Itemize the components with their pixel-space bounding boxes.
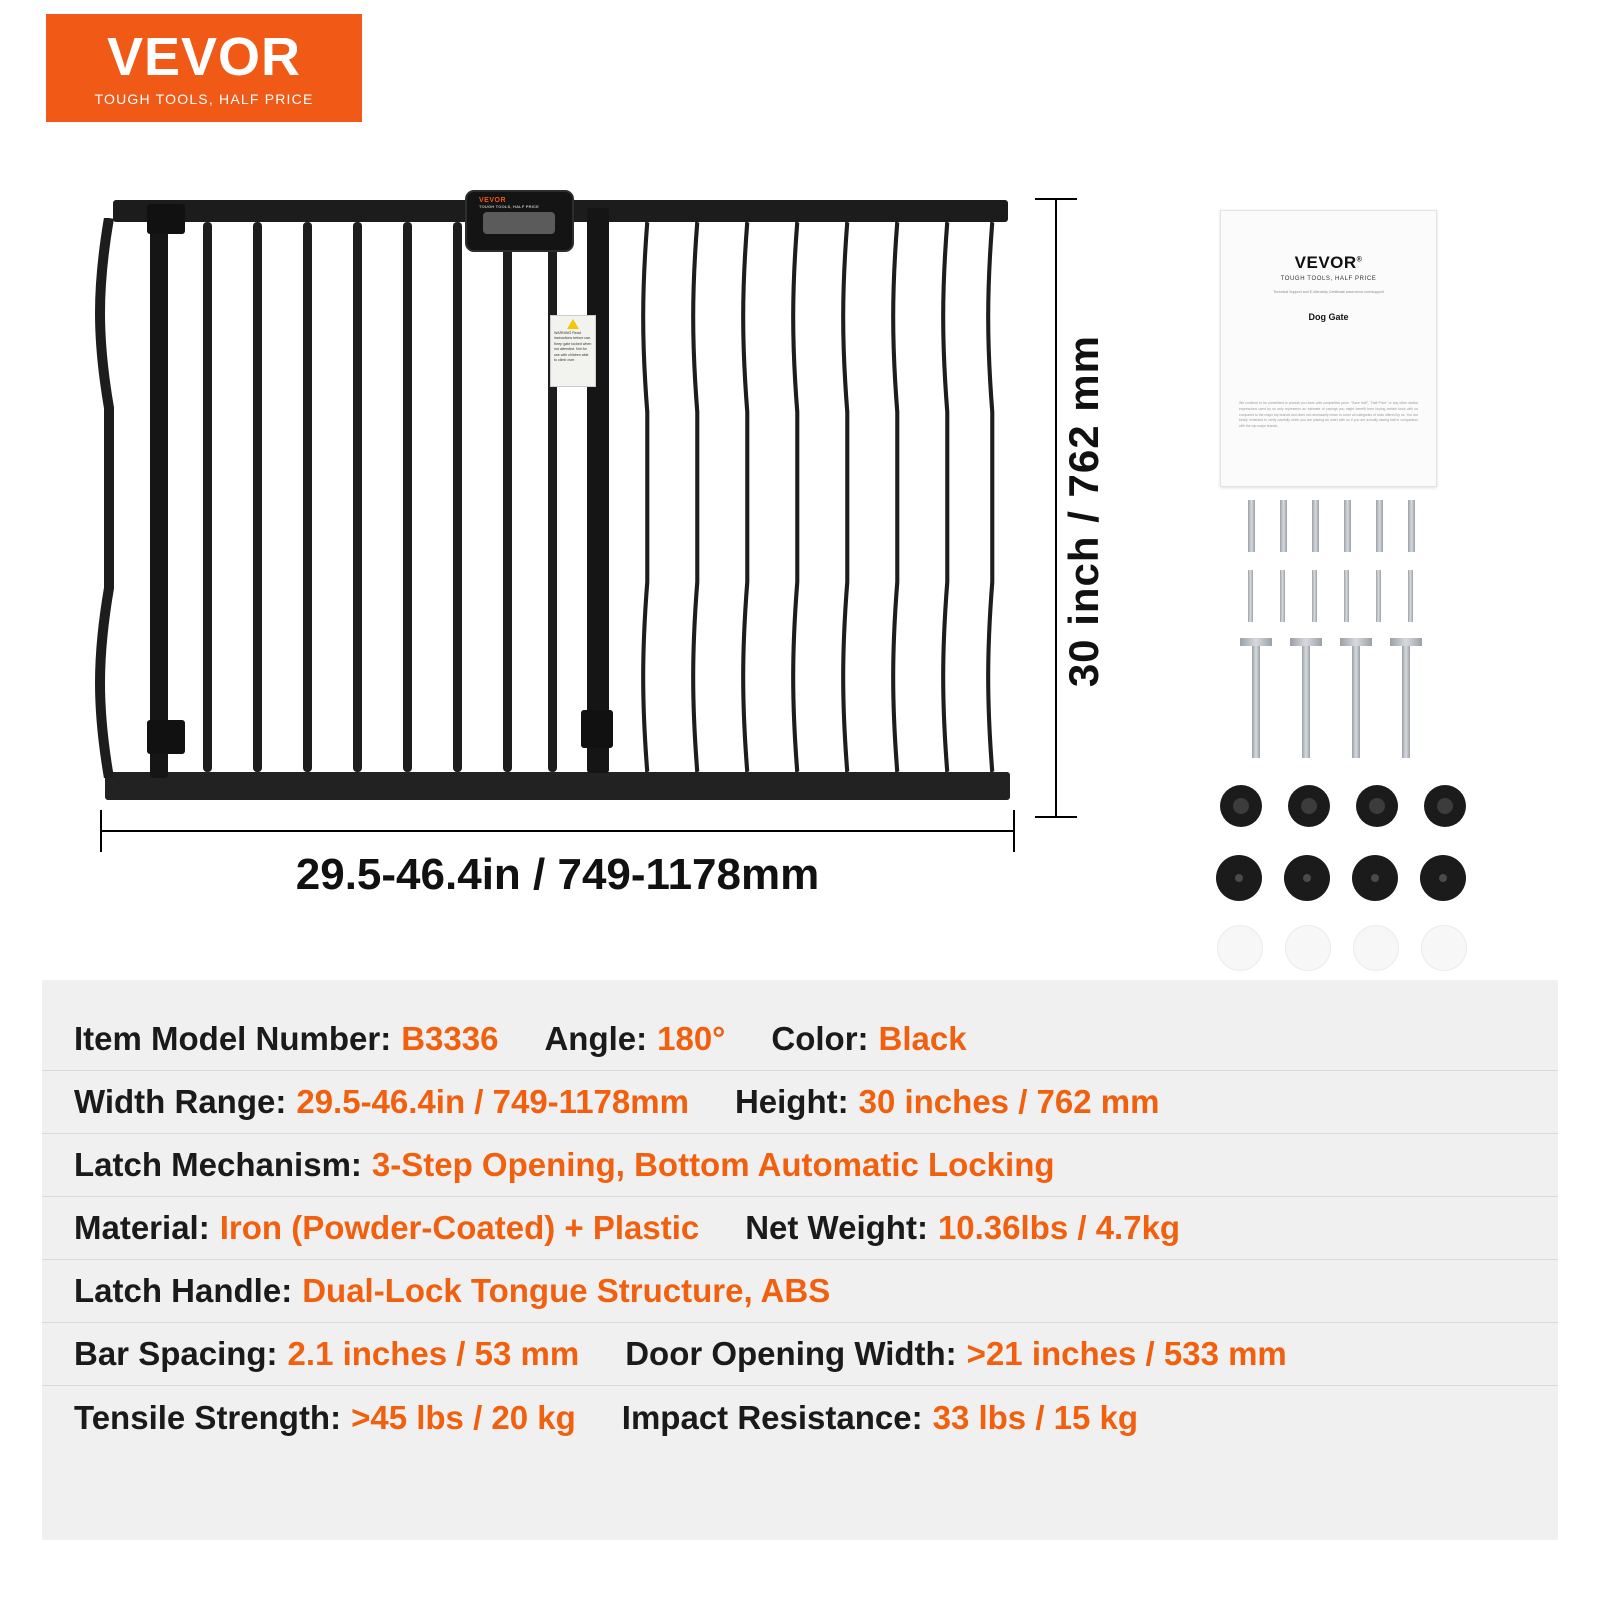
spec-label: Tensile Strength:	[74, 1398, 342, 1436]
spec-cell	[74, 1209, 699, 1247]
spec-value: Black	[878, 1020, 967, 1057]
spec-label: Latch Mechanism:	[74, 1146, 362, 1183]
manual-support-line: Technical Support and E-Warranty Certificate www.vevor.com/support	[1273, 290, 1384, 294]
warning-label-text: WARNING Read instructions before use. Keep gate locked when not attended. Not for use with children able to climb over.	[554, 331, 592, 362]
specification-table	[42, 980, 1558, 1540]
width-dimension-line	[100, 830, 1015, 832]
screw	[1280, 570, 1285, 622]
dog-gate-graphic	[95, 197, 1025, 800]
spec-row	[42, 1260, 1558, 1323]
screw	[1248, 570, 1253, 622]
long-bolt	[1252, 638, 1260, 758]
handle-brand-logo: VEVOR TOUGH TOOLS, HALF PRICE	[479, 197, 540, 209]
spec-label: Bar Spacing:	[74, 1335, 278, 1372]
gate-bar	[548, 222, 557, 772]
spec-cell	[735, 1083, 1160, 1121]
spec-cell	[74, 1335, 579, 1373]
spec-value: 29.5-46.4in / 749-1178mm	[296, 1083, 689, 1120]
gate-wavy-bar	[690, 222, 700, 772]
spec-value: 2.1 inches / 53 mm	[287, 1335, 580, 1372]
height-dimension-line	[1055, 198, 1057, 818]
spec-label: Material:	[74, 1209, 210, 1246]
hinge-bottom	[147, 720, 185, 754]
accessories-group	[1190, 190, 1520, 890]
gate-bar	[453, 222, 462, 772]
long-bolt	[1302, 638, 1310, 758]
spec-cell	[771, 1020, 966, 1058]
bolt-head	[1340, 638, 1372, 646]
hinge-top	[147, 204, 185, 234]
gate-wavy-bar	[740, 222, 750, 772]
gate-latch-handle[interactable]	[465, 190, 574, 252]
gate-door-hinge-post	[150, 208, 168, 778]
instruction-manual	[1220, 210, 1437, 487]
spec-label: Door Opening Width:	[625, 1335, 957, 1372]
gate-bar	[503, 222, 512, 772]
spec-cell	[74, 1272, 830, 1310]
gate-wavy-bar	[840, 222, 850, 772]
width-dimension-cap-right	[1013, 810, 1015, 852]
spec-label: Width Range:	[74, 1083, 287, 1120]
bolt-head	[1290, 638, 1322, 646]
spec-label: Item Model Number:	[74, 1020, 392, 1057]
spec-row	[42, 1197, 1558, 1260]
gate-bottom-rail	[105, 772, 1010, 800]
spec-cell	[74, 1020, 498, 1058]
gate-wavy-bar	[790, 222, 800, 772]
adjustment-knob	[1424, 785, 1466, 827]
screw	[1408, 570, 1413, 622]
brand-logo	[46, 14, 362, 122]
wall-anchor	[1280, 500, 1287, 552]
spec-value: Iron (Powder-Coated) + Plastic	[219, 1209, 700, 1246]
bolt-head	[1240, 638, 1272, 646]
spec-cell	[625, 1335, 1287, 1373]
warning-triangle-icon	[567, 319, 579, 329]
spec-cell	[622, 1399, 1138, 1437]
wall-cup	[1284, 855, 1330, 901]
gate-door-latch-post	[587, 208, 609, 773]
spec-value: B3336	[401, 1020, 499, 1057]
wall-pad	[1285, 925, 1331, 971]
bolt-head	[1390, 638, 1422, 646]
wall-pad	[1217, 925, 1263, 971]
screw	[1312, 570, 1317, 622]
wall-anchor	[1312, 500, 1319, 552]
wall-anchor	[1248, 500, 1255, 552]
gate-wavy-bar	[640, 222, 650, 772]
wall-anchor	[1408, 500, 1415, 552]
width-dimension-cap-left	[100, 810, 102, 852]
gate-wavy-bar	[985, 222, 995, 772]
adjustment-knob	[1288, 785, 1330, 827]
brand-tagline: TOUGH TOOLS, HALF PRICE	[94, 90, 314, 107]
gate-wavy-bar	[890, 222, 900, 772]
height-dimension-label: 30 inch / 762 mm	[1060, 335, 1107, 688]
spec-label: Impact Resistance:	[621, 1398, 923, 1436]
manual-body	[1239, 331, 1418, 430]
long-bolt	[1352, 638, 1360, 758]
spec-cell	[74, 1146, 1055, 1184]
spec-cell	[74, 1399, 576, 1437]
spec-value: 3-Step Opening, Bottom Automatic Locking	[371, 1146, 1055, 1183]
manual-title: Dog Gate	[1308, 311, 1349, 322]
spec-value: 33 lbs / 15 kg	[932, 1398, 1139, 1436]
wall-cup	[1420, 855, 1466, 901]
gate-bar	[203, 222, 212, 772]
manual-tagline: TOUGH TOOLS, HALF PRICE	[1280, 276, 1377, 282]
spec-row	[42, 1134, 1558, 1197]
brand-name: VEVOR	[106, 26, 302, 87]
height-dimension-cap-top	[1035, 198, 1077, 200]
manual-disclaimer: We continue to be committed to provide you tools with competitive price. "Save Half", "Half Price" or any other similar expressions used by us only represents an estimate of savings you might benefit from buying certain tools with us compared to the major top brands and does not necessarily mean to cover all categories of tools offered by us. You are kindly reminded to verify carefully when you are placing an order with us if you are actually saving half in comparison with the top major brands.	[1239, 401, 1418, 429]
adjustment-knob	[1356, 785, 1398, 827]
wall-cup	[1216, 855, 1262, 901]
gate-left-post	[95, 218, 121, 778]
spec-row	[42, 1071, 1558, 1134]
wall-anchor	[1376, 500, 1383, 552]
spec-label: Latch Handle:	[74, 1272, 293, 1309]
spec-value: >21 inches / 533 mm	[966, 1335, 1287, 1372]
spec-label: Angle:	[544, 1020, 648, 1057]
wall-pad	[1353, 925, 1399, 971]
wall-anchor	[1344, 500, 1351, 552]
spec-value: 30 inches / 762 mm	[858, 1083, 1160, 1120]
spec-cell	[745, 1209, 1180, 1247]
spec-value: 10.36lbs / 4.7kg	[937, 1209, 1181, 1246]
gate-bar	[353, 222, 362, 772]
latch-plate	[581, 710, 613, 748]
spec-row	[42, 1008, 1558, 1071]
spec-label: Height:	[734, 1083, 849, 1120]
adjustment-knob	[1220, 785, 1262, 827]
warning-label	[550, 315, 596, 387]
screw	[1376, 570, 1381, 622]
manual-brand-logo: VEVOR®	[1294, 253, 1363, 272]
gate-bar	[303, 222, 312, 772]
spec-value: Dual-Lock Tongue Structure, ABS	[302, 1272, 831, 1309]
gate-bar	[253, 222, 262, 772]
spec-value: >45 lbs / 20 kg	[351, 1398, 576, 1436]
width-dimension-label: 29.5-46.4in / 749-1178mm	[295, 850, 820, 899]
spec-value: 180°	[657, 1020, 726, 1057]
spec-label: Color:	[771, 1020, 869, 1057]
screw	[1344, 570, 1349, 622]
gate-bar	[403, 222, 412, 772]
spec-cell	[74, 1083, 689, 1121]
height-dimension-cap-bottom	[1035, 816, 1077, 818]
wall-cup	[1352, 855, 1398, 901]
spec-label: Net Weight:	[745, 1209, 928, 1246]
gate-wavy-bar	[940, 222, 950, 772]
spec-cell	[544, 1020, 725, 1058]
spec-row	[42, 1323, 1558, 1386]
product-illustration	[0, 150, 1600, 940]
wall-pad	[1421, 925, 1467, 971]
long-bolt	[1402, 638, 1410, 758]
spec-row	[42, 1386, 1558, 1449]
handle-grip	[483, 212, 555, 234]
